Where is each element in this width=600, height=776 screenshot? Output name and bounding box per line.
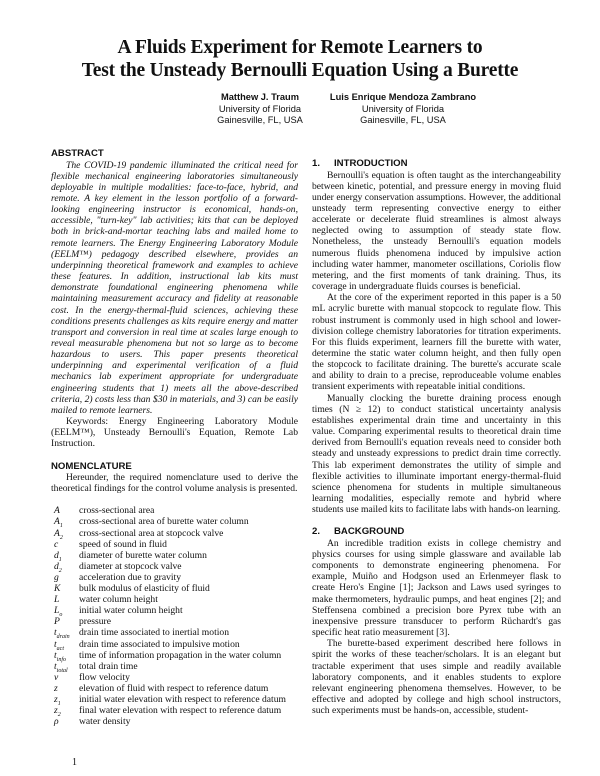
symbol-letter: K — [54, 583, 61, 595]
symbol — [51, 528, 79, 539]
author-location: Gainesville, FL, USA — [360, 115, 446, 125]
symbol-description: water column height — [79, 594, 158, 606]
symbol-letter: z — [54, 705, 58, 717]
symbol-letter: A — [54, 516, 60, 528]
symbol-description: final water elevation with respect to reference datum — [79, 705, 282, 717]
symbol-description: time of information propagation in the water column — [79, 649, 282, 661]
nomenclature-item — [51, 683, 298, 694]
symbol-description: bulk modulus of elasticity of fluid — [79, 583, 210, 595]
symbol — [51, 505, 79, 516]
symbol-subscript: total — [56, 667, 68, 674]
symbol-letter: g — [54, 571, 59, 583]
symbol — [51, 650, 79, 661]
nomenclature-item — [51, 516, 298, 530]
nomenclature-intro: Hereunder, the required nomenclature used to derive the theoretical findings for the control volume analysis is presented. — [51, 472, 298, 495]
section-number: 1. — [312, 158, 321, 169]
symbol-description: diameter at stopcock valve — [79, 560, 182, 572]
nomenclature-item — [51, 561, 298, 572]
author-name: Matthew J. Traum — [220, 92, 299, 102]
symbol — [51, 616, 79, 627]
nomenclature-item — [51, 505, 298, 516]
symbol-letter: ρ — [54, 716, 59, 728]
author-block — [205, 92, 315, 127]
symbol-letter: z — [54, 682, 58, 694]
symbol-letter: L — [54, 594, 60, 606]
symbol-subscript: info — [56, 656, 67, 663]
symbol — [51, 661, 79, 672]
nomenclature-item — [51, 572, 298, 583]
title-line: Test the Unsteady Bernoulli Equation Using a Burette — [81, 60, 519, 81]
symbol-description: diameter of burette water column — [79, 549, 207, 561]
paragraph: At the core of the experiment reported in this paper is a 50 mL acrylic burette with manual stopcock to regulate flow. This robust instrument is commonly used in high school and lower-division college chemistry laboratories for titration experiments. For this fluids experiment, learners fill the burette with water, determine the static water column height, and then fully open the stopcock to facilitate draining. The burette's accurate scale and ability to drain to a precise, reproduceable volume enables transient experiments with repeatable initial conditions. — [312, 292, 561, 393]
symbol-description: flow velocity — [79, 671, 130, 683]
symbol-letter: L — [54, 605, 60, 617]
nomenclature-item — [51, 539, 298, 550]
symbol — [51, 594, 79, 605]
nomenclature-item — [51, 716, 298, 727]
symbol — [51, 516, 79, 530]
symbol-letter: d — [54, 560, 59, 572]
symbol-letter: z — [54, 693, 58, 705]
nomenclature-item — [51, 550, 298, 561]
nomenclature-item — [51, 594, 298, 605]
symbol-letter: P — [54, 616, 60, 628]
symbol-letter: c — [54, 538, 59, 550]
symbol-subscript: o — [59, 612, 63, 619]
section-title: BACKGROUND — [334, 526, 405, 538]
symbol — [51, 716, 79, 727]
section-heading-introduction — [312, 158, 561, 170]
nomenclature-heading: NOMENCLATURE — [51, 460, 132, 472]
nomenclature-item — [51, 639, 298, 650]
symbol-subscript: drain — [56, 634, 70, 641]
paragraph: Bernoulli's equation is often taught as the interchangeability between kinetic, potential, and pressure energy in moving fluid under energy conservation assumptions. However, the additional unsteady term representing convective energy to either accelerate or decelerate fluid streamlines is almost always neglected owing to assumption of steady state flow. Nonetheless, the unsteady Bernoulli's equation models numerous fluids phenomena induced by impulsive action including water hammer, manometer oscillations, Coriolis flow metering, and the first moments of tank draining. Thus, its coverage in undergraduate fluids courses is beneficial. — [312, 169, 561, 293]
nomenclature-item — [51, 661, 298, 672]
nomenclature-item — [51, 528, 298, 539]
symbol-subscript: 1 — [58, 556, 62, 563]
symbol-description: drain time associated to impulsive motion — [79, 638, 240, 650]
paper-title — [0, 36, 600, 82]
symbol — [51, 583, 79, 594]
symbol-letter: A — [54, 505, 60, 517]
abstract-heading: ABSTRACT — [51, 148, 104, 159]
author-name: Luis Enrique Mendoza Zambrano — [329, 92, 477, 102]
symbol-description: acceleration due to gravity — [79, 571, 182, 583]
section-number: 2. — [312, 526, 321, 538]
symbol-letter: d — [54, 549, 59, 561]
symbol-letter: A — [54, 527, 60, 539]
nomenclature-item — [51, 705, 298, 716]
symbol — [51, 550, 79, 561]
keywords: Keywords: Energy Engineering Laboratory Module (EELM™), Unsteady Bernoulli's Equation, Remote Lab Instruction. — [51, 416, 298, 450]
symbol-description: cross-sectional area at stopcock valve — [79, 527, 224, 539]
symbol-description: total drain time — [79, 660, 138, 672]
symbol-subscript: 2 — [59, 534, 63, 541]
symbol — [51, 683, 79, 694]
nomenclature-item — [51, 650, 298, 661]
symbol-description: pressure — [79, 616, 111, 628]
symbol-description: initial water column height — [79, 605, 183, 617]
symbol-letter: t — [54, 649, 57, 661]
symbol — [51, 561, 79, 572]
nomenclature-list — [51, 505, 298, 727]
symbol — [51, 672, 79, 683]
symbol-letter: t — [54, 627, 57, 639]
author-affiliation: University of Florida — [361, 103, 445, 114]
title-line: A Fluids Experiment for Remote Learners to — [117, 37, 483, 58]
symbol-description: elevation of fluid with respect to reference datum — [79, 682, 269, 694]
abstract-text: The COVID-19 pandemic illuminated the critical need for flexible mechanical engineering laboratories simultaneously deployable in multiple modalities: face-to-face, hybrid, and remote. A key element in the lesson portfolio of a forward-looking engineering instructor is economical, hands-on, accessible, "turn-key" lab activities; kits that can be deployed both in brick-and-mortar teaching labs and mailed home to remote learners. The Energy Engineering Laboratory Module (EELM™) pedagogy described elsewhere, provides an underpinning theoretical framework and examples to achieve these features. In addition, instructional lab kits must demonstrate foundational engineering phenomena while maintaining measurement accuracy and fidelity at reasonable cost. In the energy-thermal-fluid sciences, achieving these conditions presents challenges as kits require energy and matter transport and conversion in real time at scales large enough to reveal measurable phenomena but not so large as to become hazardous to users. This paper presents theoretical underpinning and experimental verification of a fluid mechanics lab experiment appropriate for undergraduate engineering students that 1) meets all the above-described criteria, 2) costs less than $30 in materials, and 3) can be easily mailed to remote learners. — [51, 159, 298, 416]
symbol-description: cross-sectional area — [79, 505, 155, 517]
symbol-subscript: act — [56, 645, 65, 652]
author-block — [318, 92, 488, 127]
symbol-letter: t — [54, 660, 57, 672]
symbol-description: drain time associated to inertial motion — [79, 627, 229, 639]
nomenclature-item — [51, 583, 298, 594]
symbol — [51, 705, 79, 716]
symbol-subscript: 2 — [57, 711, 61, 718]
symbol-letter: t — [54, 638, 57, 650]
left-column — [51, 148, 298, 727]
page-number: 1 — [72, 757, 77, 768]
nomenclature-item — [51, 616, 298, 627]
author-location: Gainesville, FL, USA — [217, 115, 303, 125]
symbol — [51, 539, 79, 550]
nomenclature-item — [51, 672, 298, 683]
right-column — [312, 158, 561, 716]
paragraph: Manually clocking the burette draining process enough times (N ≥ 12) to conduct statistical uncertainty analysis establishes experimental drain time and uncertainty in this value. Comparing experimental results to theoretical drain time derived from Bernoulli's equation reveals need to consider both steady and unsteady expressions to predict drain time correctly. This lab experiment demonstrates the utility of simple and flexible activities to illuminate important energy-thermal-fluid science phenomena for students in multiple simultaneous learning modalities, especially remote and hybrid where students use mailed kits to facilitate labs with hands-on learning. — [312, 392, 561, 516]
symbol — [51, 639, 79, 650]
symbol-letter: v — [54, 671, 59, 683]
nomenclature-item — [51, 627, 298, 641]
symbol-subscript: 1 — [57, 700, 61, 707]
section-heading-background — [312, 526, 561, 538]
symbol — [51, 572, 79, 583]
symbol-description: speed of sound in fluid — [79, 538, 167, 550]
paragraph: An incredible tradition exists in college chemistry and physics courses for using simple glassware and available lab components to demonstrate engineering phenomena. For example, Muiño and Hodgson used an Erlenmeyer flask to create Hero's Engine [1]; Jackson and Laws used syringes to make thermometers, hydraulic pumps, and heat engines [2]; and Steffensena combined a precision bore Pyrex tube with an inexpensive pressure transducer to perform Rüchardt's gas specific heat ratio measurement [3]. — [312, 537, 561, 639]
symbol-subscript: 1 — [59, 523, 63, 530]
nomenclature-item — [51, 605, 298, 619]
symbol-description: water density — [79, 716, 131, 728]
paragraph: The burette-based experiment described here follows in spirit the works of these teacher/scholars. It is an elegant but tractable experiment that uses simple and readily available laboratory components, and it enables students to explore relevant engineering phenomena themselves. However, to be effective and adopted by college and high school instructors, such experiments must be hands-on, accessible, student- — [312, 638, 561, 717]
symbol — [51, 605, 79, 619]
symbol — [51, 627, 79, 641]
symbol-description: initial water elevation with respect to reference datum — [79, 693, 286, 705]
section-title: INTRODUCTION — [334, 158, 408, 169]
author-affiliation: University of Florida — [218, 103, 302, 114]
symbol — [51, 694, 79, 705]
symbol-description: cross-sectional area of burette water column — [79, 516, 249, 528]
symbol-subscript: 2 — [58, 567, 62, 574]
nomenclature-item — [51, 694, 298, 705]
